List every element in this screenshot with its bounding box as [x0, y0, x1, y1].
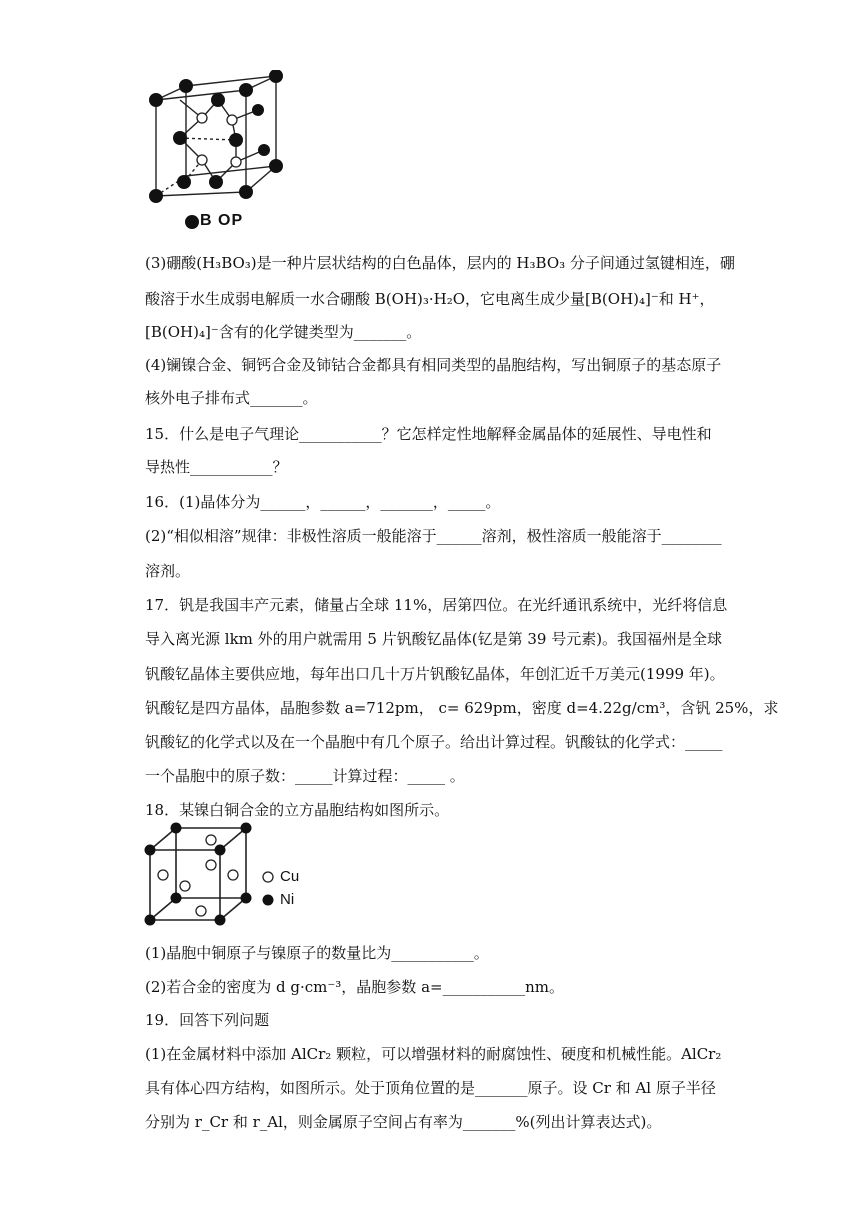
q19-p1-line2: 具有体心四方结构，如图所示。处于顶角位置的是_______原子。设 Cr 和 Al 原子半径 — [145, 1079, 716, 1097]
q15-line1: 15．什么是电子气理论___________？它怎样定性地解释金属晶体的延展性、导电性和 — [145, 425, 712, 443]
q17-line2: 导入离光源 lkm 外的用户就需用 5 片钒酸钇晶体(钇是第 39 号元素)。我国福州是全球 — [145, 630, 723, 648]
legend-ni: Ni — [280, 891, 295, 908]
q14-p4-line1: (4)镧镍合金、铜钙合金及铈钴合金都具有相同类型的晶胞结构，写出铜原子的基态原子 — [145, 356, 722, 374]
q14-p3-line1: (3)硼酸(H₃BO₃)是一种片层状结构的白色晶体，层内的 H₃BO₃ 分子间通过氢键相连，硼 — [145, 254, 735, 272]
q18-p2: (2)若合金的密度为 d g·cm⁻³，晶胞参数 a=___________nm。 — [145, 978, 564, 996]
q17-line4: 钒酸钇是四方晶体，晶胞参数 a=712pm， c= 629pm，密度 d=4.22g/cm³，含钒 25%，求 — [145, 699, 779, 717]
q18-line1: 18．某镍白铜合金的立方晶胞结构如图所示。 — [145, 801, 450, 819]
q17-line1: 17．钒是我国丰产元素，储量占全球 11%，居第四位。在光纤通讯系统中，光纤将信息 — [145, 596, 728, 614]
q16-line2: (2)“相似相溶”规律：非极性溶质一般能溶于______溶剂，极性溶质一般能溶于________ — [145, 527, 722, 545]
q18-p1: (1)晶胞中铜原子与镍原子的数量比为___________。 — [145, 944, 489, 962]
q16-line1: 16．(1)晶体分为______，______，_______，_____。 — [145, 493, 501, 511]
q17-line6: 一个晶胞中的原子数：_____计算过程：_____ 。 — [145, 767, 465, 785]
q17-line3: 钒酸钇晶体主要供应地，每年出口几十万片钒酸钇晶体，年创汇近千万美元(1999 年)。 — [145, 665, 725, 683]
q19-p1-line3: 分别为 r_Cr 和 r_Al，则金属原子空间占有率为_______%(列出计算表达式)。 — [145, 1113, 662, 1131]
q19-line1: 19．回答下列问题 — [145, 1011, 270, 1029]
bp-figure-legend: B OP — [200, 212, 244, 229]
q14-p3-line2: 酸溶于水生成弱电解质一水合硼酸 B(OH)₃·H₂O，它电离生成少量[B(OH)₄]⁻和 H⁺， — [145, 290, 715, 308]
q16-line3: 溶剂。 — [145, 562, 191, 580]
q14-p3-line3: [B(OH)₄]⁻含有的化学键类型为_______。 — [145, 323, 422, 341]
q19-p1-line1: (1)在金属材料中添加 AlCr₂ 颗粒，可以增强材料的耐腐蚀性、硬度和机械性能。AlCr₂ — [145, 1045, 722, 1063]
q14-p4-line2: 核外电子排布式_______。 — [145, 389, 318, 407]
q15-line2: 导热性___________？ — [145, 458, 288, 476]
legend-cu: Cu — [280, 868, 300, 885]
q17-line5: 钒酸钇的化学式以及在一个晶胞中有几个原子。给出计算过程。钒酸钛的化学式：_____ — [145, 733, 723, 751]
